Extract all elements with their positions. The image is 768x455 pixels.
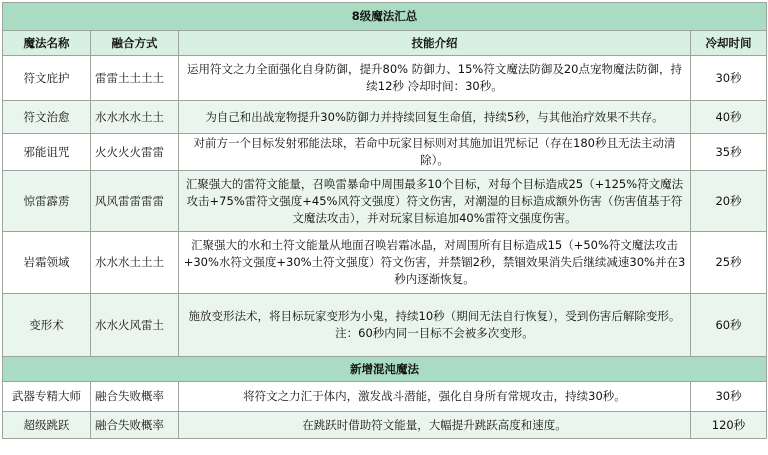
table-title: 8级魔法汇总: [3, 3, 767, 31]
cooldown: 25秒: [691, 232, 767, 294]
skill-description: 汇聚强大的雷符文能量，召唤雷暴命中周围最多10个目标，对每个目标造成25（+125%符文魔法攻击+75%雷符文强度+45%风符文强度）符文伤害，对潮湿的目标造成额外伤害（伤害值基于符文魔法攻击），并对玩家目标追加40%雷符文强度伤害。: [179, 171, 691, 232]
magic-name: 邪能诅咒: [3, 134, 91, 171]
cooldown: 60秒: [691, 294, 767, 357]
table-row: [3, 56, 767, 101]
magic-name: 符文庇护: [3, 56, 91, 101]
magic-name: 岩霜领域: [3, 232, 91, 294]
skill-description: 为自己和出战宠物提升30%防御力并持续回复生命值，持续5秒，与其他治疗效果不共存。: [179, 101, 691, 134]
skill-description: 汇聚强大的水和土符文能量从地面召唤岩霜冰晶，对周围所有目标造成15（+50%符文魔法攻击+30%水符文强度+30%土符文强度）符文伤害，并禁锢2秒，禁锢效果消失后继续减速30%并在3秒内逐渐恢复。: [179, 232, 691, 294]
fusion-method: 水水水水土土: [91, 101, 179, 134]
cooldown: 120秒: [691, 412, 767, 439]
header-name: 魔法名称: [3, 31, 91, 56]
header-cooldown: 冷却时间: [691, 31, 767, 56]
table-row: [3, 412, 767, 439]
fusion-method: 融合失败概率: [91, 382, 179, 412]
cooldown: 30秒: [691, 382, 767, 412]
table-row: [3, 294, 767, 357]
table-row: [3, 101, 767, 134]
title-row: [3, 3, 767, 31]
table-row: [3, 382, 767, 412]
fusion-method: 风风雷雷雷雷: [91, 171, 179, 232]
fusion-method: 水水水土土土: [91, 232, 179, 294]
fusion-method: 火火火火雷雷: [91, 134, 179, 171]
header-row: [3, 31, 767, 56]
section-title: 新增混沌魔法: [3, 357, 767, 382]
header-fusion: 融合方式: [91, 31, 179, 56]
cooldown: 35秒: [691, 134, 767, 171]
table-row: [3, 232, 767, 294]
fusion-method: 水水火风雷土: [91, 294, 179, 357]
cooldown: 20秒: [691, 171, 767, 232]
magic-name: 符文治愈: [3, 101, 91, 134]
magic-name: 武器专精大师: [3, 382, 91, 412]
skill-description: 将符文之力汇于体内，激发战斗潜能，强化自身所有常规攻击，持续30秒。: [179, 382, 691, 412]
table-row: [3, 171, 767, 232]
skill-description: 运用符文之力全面强化自身防御，提升80% 防御力、15%符文魔法防御及20点宠物魔法防御，持续12秒 冷却时间：30秒。: [179, 56, 691, 101]
magic-summary-table: [2, 2, 767, 439]
magic-name: 惊雷霹雳: [3, 171, 91, 232]
header-description: 技能介绍: [179, 31, 691, 56]
fusion-method: 雷雷土土土土: [91, 56, 179, 101]
skill-description: 施放变形法术，将目标玩家变形为小鬼，持续10秒（期间无法自行恢复），受到伤害后解除变形。注：60秒内同一目标不会被多次变形。: [179, 294, 691, 357]
skill-description: 对前方一个目标发射邪能法球，若命中玩家目标则对其施加诅咒标记（存在180秒且无法主动清除）。: [179, 134, 691, 171]
skill-description: 在跳跃时借助符文能量，大幅提升跳跃高度和速度。: [179, 412, 691, 439]
fusion-method: 融合失败概率: [91, 412, 179, 439]
magic-name: 超级跳跃: [3, 412, 91, 439]
section-row: [3, 357, 767, 382]
cooldown: 40秒: [691, 101, 767, 134]
magic-name: 变形术: [3, 294, 91, 357]
cooldown: 30秒: [691, 56, 767, 101]
table-row: [3, 134, 767, 171]
